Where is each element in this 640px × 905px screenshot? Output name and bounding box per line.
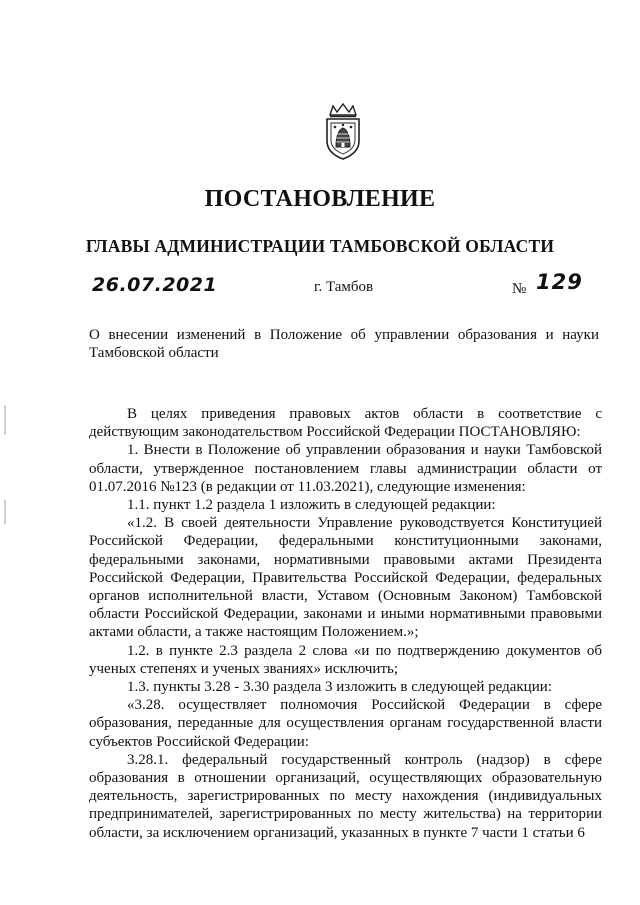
paragraph: «3.28. осуществляет полномочия Российской Федерации в сфере образования, переданные для осуществления органам государственной власти субъектов Российской Федерации:	[89, 697, 602, 750]
document-body	[89, 405, 602, 842]
document-subject: О внесении изменений в Положение об управлении образования и науки Тамбовской области	[89, 327, 599, 361]
handwritten-number: 129	[536, 270, 583, 294]
document-issuer: ГЛАВЫ АДМИНИСТРАЦИИ ТАМБОВСКОЙ ОБЛАСТИ	[85, 236, 555, 256]
paragraph: 1.3. пункты 3.28 - 3.30 раздела 3 изложить в следующей редакции:	[127, 679, 552, 696]
paragraph: 1. Внести в Положение об управлении образования и науки Тамбовской области, утвержденное постановлением главы администрации области от 01.07.2016 №123 (в редакции от 11.03.2021), следующие изменения:	[89, 442, 602, 495]
number-sign: №	[512, 281, 527, 297]
paragraph: 1.1. пункт 1.2 раздела 1 изложить в следующей редакции:	[127, 497, 496, 514]
paragraph: В целях приведения правовых актов области в соответствие с действующим законодательством Российской Федерации ПОСТАНОВЛЯЮ:	[89, 406, 602, 441]
coat-of-arms-icon	[322, 103, 364, 161]
handwritten-date: 26.07.2021	[92, 274, 218, 296]
paragraph: 3.28.1. федеральный государственный контроль (надзор) в сфере образования в отношении организаций, осуществляющих образовательную деятельность, зарегистрированных по месту нахождения (индивидуальных предпринимателей, зарегистрированных по месту жительства) на территории области, за исключением организаций, указанных в пункте 7 части 1 статьи 6	[89, 751, 602, 841]
paragraph: 1.2. в пункте 2.3 раздела 2 слова «и по подтверждению документов об ученых степенях и ученых званиях» исключить;	[89, 642, 602, 677]
scan-margin-mark	[4, 500, 6, 524]
city-label: г. Тамбов	[314, 279, 374, 295]
document-title: ПОСТАНОВЛЕНИЕ	[204, 186, 436, 212]
paragraph: «1.2. В своей деятельности Управление руководствуется Конституцией Российской Федерации, федеральными конституционными законами, федеральными законами, нормативными правовыми актами Президента Российской Федерации, Правительства Российской Федерации, федеральных органов исполнительной власти, Уставом (Основным Законом) Тамбовской области Российской Федерации, законами и иными нормативными правовыми актами области, а также настоящим Положением.»;	[89, 515, 602, 641]
scan-margin-mark	[4, 405, 6, 435]
